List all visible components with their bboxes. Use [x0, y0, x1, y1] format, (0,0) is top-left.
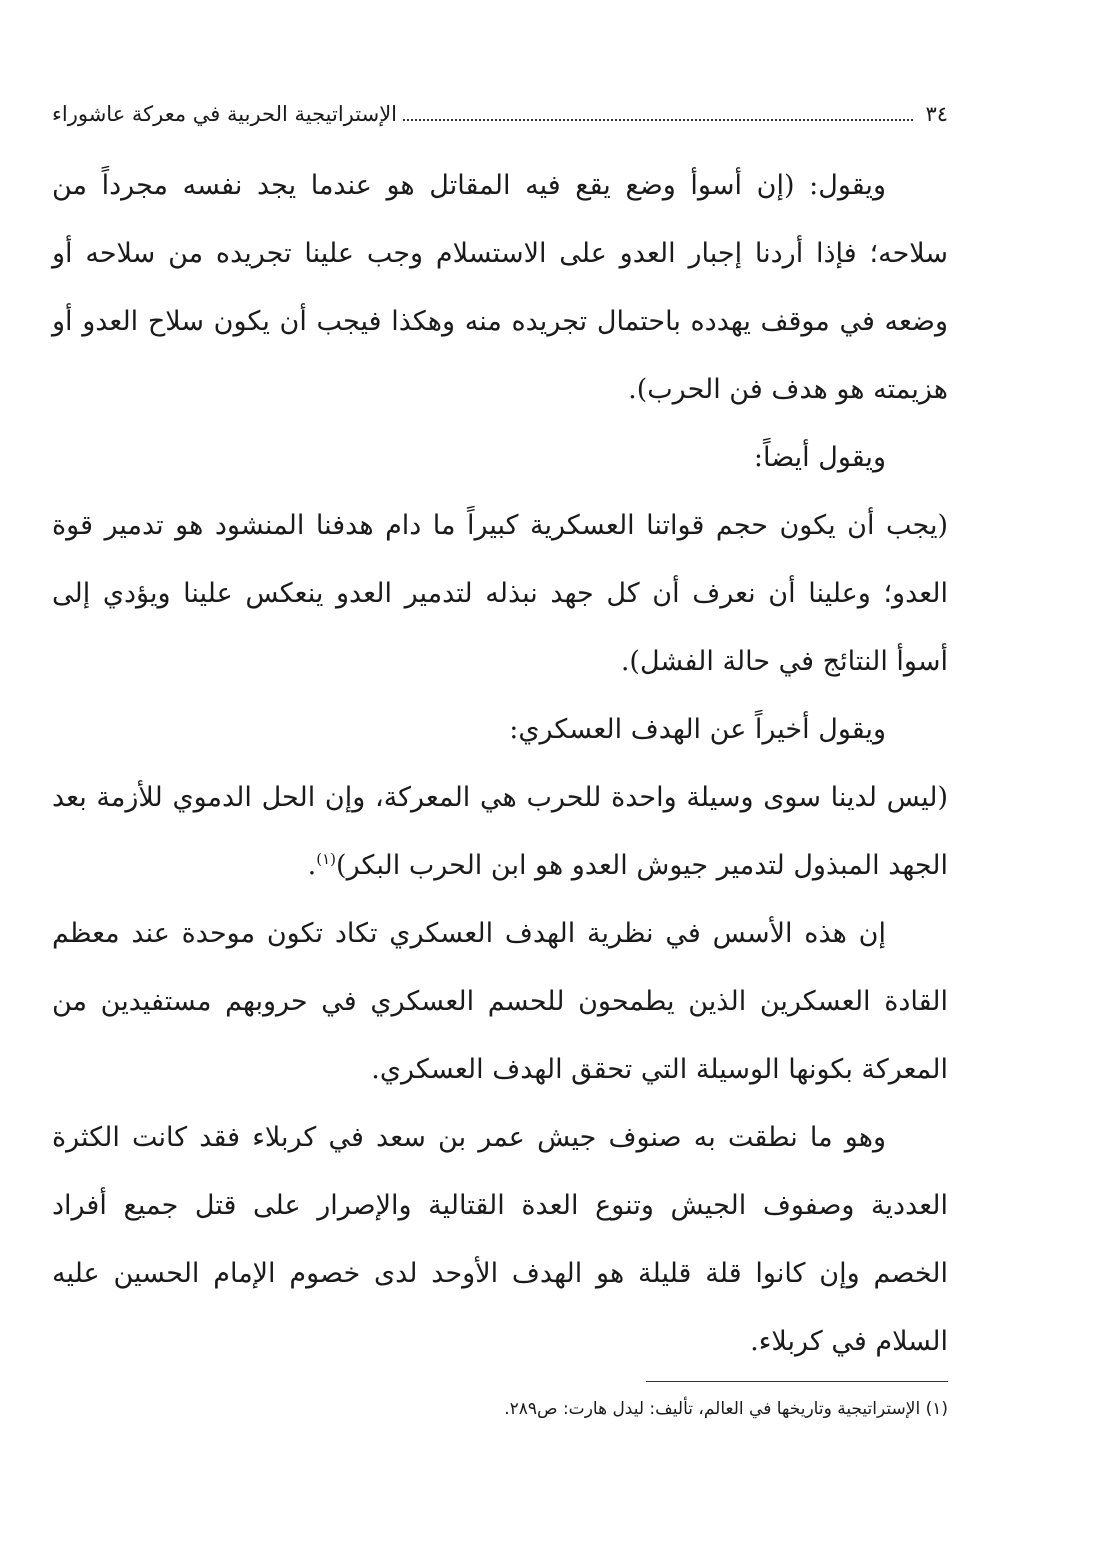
header-dot-leader: [403, 119, 913, 121]
quote-3-tail: .: [307, 850, 317, 881]
body-text: [52, 152, 948, 1376]
footnote: (١) الإستراتيجية وتاريخها في العالم، تأليف: ليدل هارت: ص٢٨٩.: [504, 1399, 948, 1419]
paragraph-karbala: وهو ما نطقت به صنوف جيش عمر بن سعد في كربلاء فقد كانت الكثرة العددية وصفوف الجيش وتنوع العدة القتالية والإصرار على قتل جميع أفراد الخصم وإن كانوا قلة قليلة هو الهدف الأوحد لدى خصوم الإمام الحسين عليه السلام في كربلاء.: [52, 1122, 948, 1357]
running-title: الإستراتيجية الحربية في معركة عاشوراء: [52, 102, 398, 126]
paragraph-intro-2: ويقول أيضاً:: [753, 442, 886, 473]
quote-3-text: (ليس لدينا سوى وسيلة واحدة للحرب هي المعركة، وإن الحل الدموي للأزمة بعد الجهد المبذول لتدمير جيوش العدو هو ابن الحرب البكر): [52, 782, 948, 881]
paragraph-quote-1: ويقول: (إن أسوأ وضع يقع فيه المقاتل هو عندما يجد نفسه مجرداً من سلاحه؛ فإذا أردنا إجبار العدو على الاستسلام وجب علينا تجريده من سلاحه أو وضعه في موقف يهدده باحتمال تجريده منه وهكذا فيجب أن يكون سلاح العدو أو هزيمته هو هدف فن الحرب).: [52, 170, 948, 405]
footnote-reference[interactable]: (١): [316, 850, 337, 868]
paragraph-quote-3: [52, 764, 948, 900]
running-header: [52, 96, 948, 132]
footnote-separator: [646, 1381, 948, 1382]
paragraph-quote-2: (يجب أن يكون حجم قواتنا العسكرية كبيراً ما دام هدفنا المنشود هو تدمير قوة العدو؛ وعلينا أن نعرف أن كل جهد نبذله لتدمير العدو ينعكس علينا ويؤدي إلى أسوأ النتائج في حالة الفشل).: [52, 510, 948, 677]
paragraph-analysis: إن هذه الأسس في نظرية الهدف العسكري تكاد تكون موحدة عند معظم القادة العسكرين الذين يطمحون للحسم العسكري في حروبهم مستفيدين من المعركة بكونها الوسيلة التي تحقق الهدف العسكري.: [52, 918, 948, 1085]
paragraph-intro-3: ويقول أخيراً عن الهدف العسكري:: [509, 714, 886, 745]
page-number: ٣٤: [925, 102, 948, 126]
